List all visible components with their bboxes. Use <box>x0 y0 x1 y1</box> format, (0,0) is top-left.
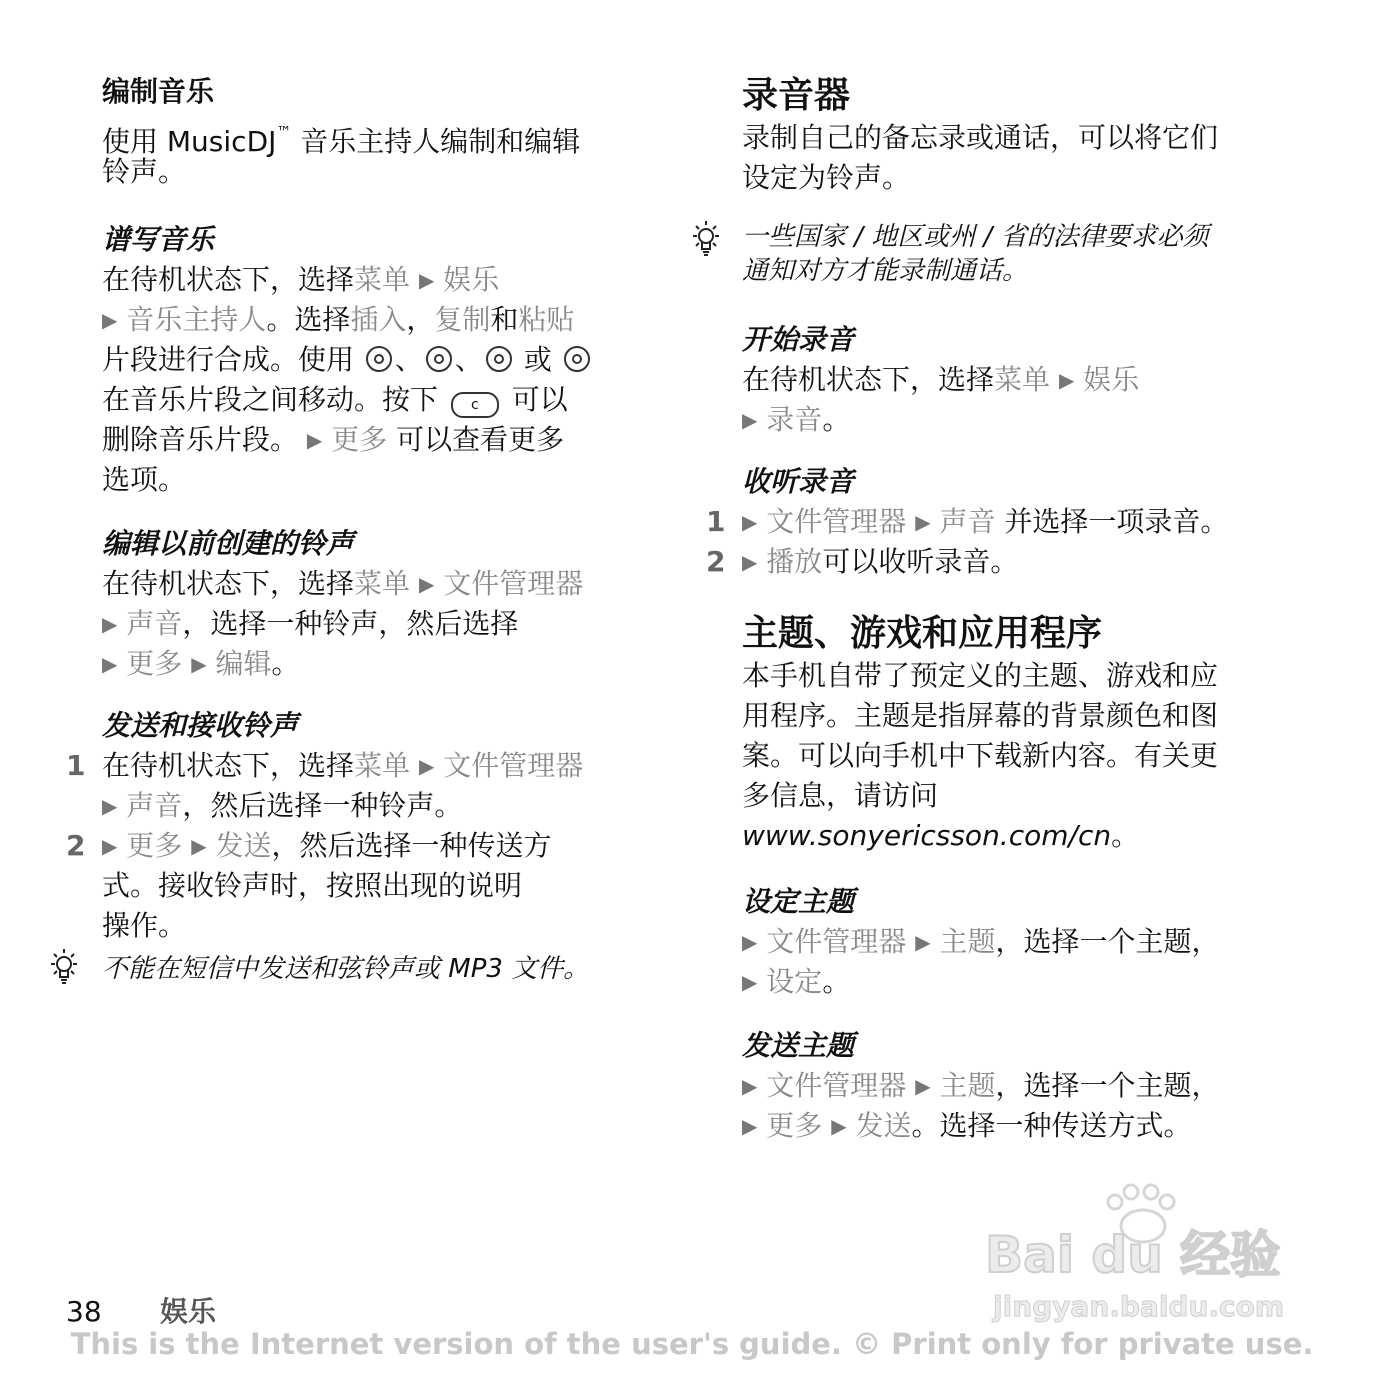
arrow-icon: ▶ <box>191 834 207 858</box>
section-edit-ringtone <box>102 524 662 684</box>
section-name: 娱乐 <box>160 1295 217 1328</box>
send-theme-body: ▶ 文件管理器 ▶ 主题，选择一个主题， ▶ 更多 ▶ 发送。选择一种传送方式。 <box>742 1069 1220 1142</box>
arrow-icon: ▶ <box>742 550 758 574</box>
nav-up-icon <box>486 346 512 372</box>
arrow-icon: ▶ <box>1058 368 1075 392</box>
listen-body: 1 ▶ 文件管理器 ▶ 声音 并选择一项录音。 2 ▶ 播放可以收听录音。 <box>742 502 1302 582</box>
nav-right-icon <box>426 346 452 372</box>
arrow-icon: ▶ <box>742 930 758 954</box>
menu-link: 菜单 <box>354 263 411 296</box>
arrow-icon: ▶ <box>306 428 323 452</box>
lightbulb-tip-icon <box>46 946 82 990</box>
heading-compose: 编制音乐 <box>102 75 215 108</box>
website-link[interactable]: www.sonyericsson.com/cn <box>742 819 1112 852</box>
compose-body: 使用 MusicDJ™ 音乐主持人编制和编辑 铃声。 <box>102 123 581 188</box>
step-number: 1 <box>706 505 726 538</box>
edit-body: 在待机状态下，选择菜单 ▶ 文件管理器 ▶ 声音，选择一种铃声，然后选择 ▶ 更多 ▶ 编辑。 <box>102 567 584 680</box>
baidu-watermark-logo <box>975 1180 1305 1330</box>
lightbulb-tip-icon <box>688 218 724 262</box>
write-body: 在待机状态下，选择菜单 ▶ 娱乐 ▶ 音乐主持人。选择插入，复制和粘贴 片段进行合成。使用 、 、 或 在音乐片段之间移动。按下 c 可以 删除音乐片段。 ▶ 更多 可以查看更多 选项。 <box>102 260 662 500</box>
section-start-recording <box>742 320 1302 440</box>
heading-send-theme: 发送主题 <box>742 1029 855 1062</box>
tip-note-mp3: 不能在短信中发送和弦铃声或 MP3 文件。 <box>102 954 590 984</box>
section-compose <box>102 72 662 192</box>
heading-listen-recording: 收听录音 <box>742 465 855 498</box>
tip-note-recording-law: 一些国家 / 地区或州 / 省的法律要求必须 通知对方才能录制通话。 <box>742 222 1209 286</box>
heading-themes: 主题、游戏和应用程序 <box>742 613 1103 654</box>
arrow-icon: ▶ <box>915 930 931 954</box>
nav-down-icon <box>564 346 590 372</box>
step-number: 2 <box>66 829 86 862</box>
section-send-ringtone <box>66 706 662 946</box>
heading-set-theme: 设定主题 <box>742 885 855 918</box>
arrow-icon: ▶ <box>102 308 118 332</box>
svg-text:Bai du 经验: Bai du 经验 <box>985 1226 1281 1284</box>
heading-write: 谱写音乐 <box>102 223 215 256</box>
arrow-icon: ▶ <box>102 612 118 636</box>
send-body: 1 在待机状态下，选择菜单 ▶ 文件管理器 ▶ 声音，然后选择一种铃声。 2 ▶ 更多 ▶ 发送，然后选择一种传送方 式。接收铃声时，按照出现的说明 操作。 <box>102 746 662 946</box>
arrow-icon: ▶ <box>102 652 118 676</box>
arrow-icon: ▶ <box>742 970 758 994</box>
arrow-icon: ▶ <box>915 510 931 534</box>
footer-notice: This is the Internet version of the user's guide. © Print only for private use. <box>70 1327 1314 1361</box>
section-themes <box>742 612 1302 856</box>
section-send-theme <box>742 1026 1302 1146</box>
section-listen-recording <box>706 462 1302 582</box>
arrow-icon: ▶ <box>102 794 118 818</box>
step-number: 1 <box>66 749 86 782</box>
arrow-icon: ▶ <box>191 652 207 676</box>
step-number: 2 <box>706 545 726 578</box>
arrow-icon: ▶ <box>915 1074 931 1098</box>
arrow-icon: ▶ <box>102 834 118 858</box>
heading-start-recording: 开始录音 <box>742 323 855 356</box>
page-number: 38 <box>66 1295 102 1328</box>
section-set-theme <box>742 882 1302 1002</box>
clear-key-icon: c <box>451 392 499 418</box>
set-body: ▶ 文件管理器 ▶ 主题，选择一个主题， ▶ 设定。 <box>742 925 1220 998</box>
section-recorder <box>742 74 1302 198</box>
svg-text:jingyan.baidu.com: jingyan.baidu.com <box>993 1290 1285 1323</box>
nav-left-icon <box>366 346 392 372</box>
trademark-symbol: ™ <box>276 123 292 141</box>
section-write <box>102 220 662 500</box>
arrow-icon: ▶ <box>418 572 435 596</box>
heading-edit-ringtone: 编辑以前创建的铃声 <box>102 527 355 560</box>
arrow-icon: ▶ <box>418 268 435 292</box>
arrow-icon: ▶ <box>742 1114 758 1138</box>
recorder-body: 录制自己的备忘录或通话，可以将它们 设定为铃声。 <box>742 121 1219 194</box>
arrow-icon: ▶ <box>418 754 435 778</box>
arrow-icon: ▶ <box>742 408 758 432</box>
entertainment-link: 娱乐 <box>443 263 500 296</box>
heading-recorder: 录音器 <box>742 75 851 116</box>
themes-body: 本手机自带了预定义的主题、游戏和应 用程序。主题是指屏幕的背景颜色和图 案。可以向手机中下载新内容。有关更 多信息，请访问 www.sonyericsson.com/cn。 <box>742 659 1219 852</box>
start-body: 在待机状态下，选择菜单 ▶ 娱乐 ▶ 录音。 <box>742 363 1140 436</box>
heading-send-ringtone: 发送和接收铃声 <box>102 709 299 742</box>
arrow-icon: ▶ <box>742 510 758 534</box>
arrow-icon: ▶ <box>831 1114 847 1138</box>
arrow-icon: ▶ <box>742 1074 758 1098</box>
